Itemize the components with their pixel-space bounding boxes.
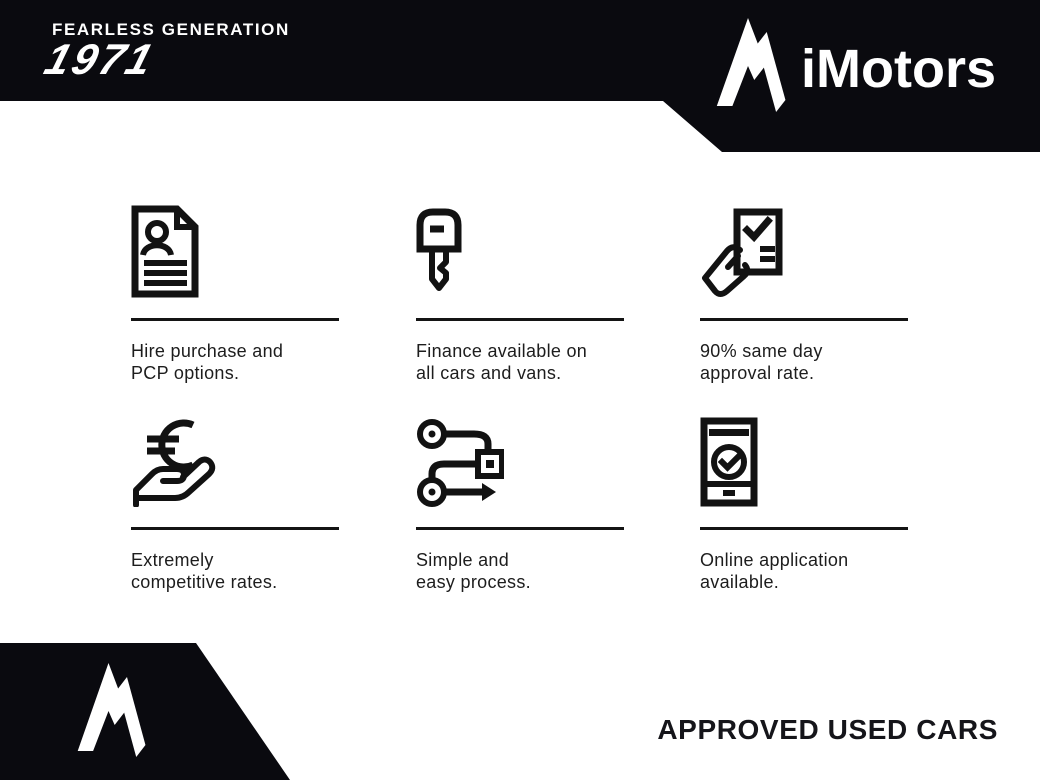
feature-divider [700,318,908,321]
feature-divider [416,318,624,321]
feature-hire-purchase [131,205,343,405]
caption-line2: easy process. [416,571,531,592]
feature-approval-rate [700,205,912,405]
car-key-icon [416,207,462,295]
feature-divider [131,318,339,321]
caption-line2: competitive rates. [131,571,278,592]
imotors-mountain-logo-icon [70,663,147,759]
mobile-approved-icon [700,417,758,507]
feature-divider [131,527,339,530]
process-flow-icon [416,418,504,510]
brand-name: iMotors [801,39,996,99]
cv-document-icon [131,205,199,299]
caption-line1: Simple and [416,550,510,570]
caption-line2: all cars and vans. [416,362,562,383]
approval-checklist-icon [700,205,786,299]
year-1971-logo: 1971 [39,36,161,84]
caption-line2: available. [700,571,780,592]
euro-hand-icon [131,413,219,507]
caption-line1: Hire purchase and [131,341,284,361]
feature-caption [416,341,646,384]
caption-line1: 90% same day [700,341,823,361]
brand-lockup [709,18,996,114]
imotors-mountain-logo-icon [709,18,787,114]
feature-caption [700,341,930,384]
feature-divider [700,527,908,530]
approved-used-cars-label: APPROVED USED CARS [657,714,998,745]
feature-caption [416,550,646,593]
caption-line1: Online application [700,550,849,570]
feature-competitive-rates [131,414,343,614]
caption-line2: PCP options. [131,362,240,383]
feature-easy-process [416,414,628,614]
feature-online-application [700,414,912,614]
caption-line1: Finance available on [416,341,588,361]
feature-caption [131,341,361,384]
feature-caption [700,550,930,593]
feature-finance-available [416,205,628,405]
footer-band [0,643,1040,780]
feature-caption [131,550,361,593]
tagline-text: FEARLESS GENERATION [52,20,290,39]
feature-divider [416,527,624,530]
caption-line1: Extremely [131,550,214,570]
caption-line2: approval rate. [700,362,815,383]
